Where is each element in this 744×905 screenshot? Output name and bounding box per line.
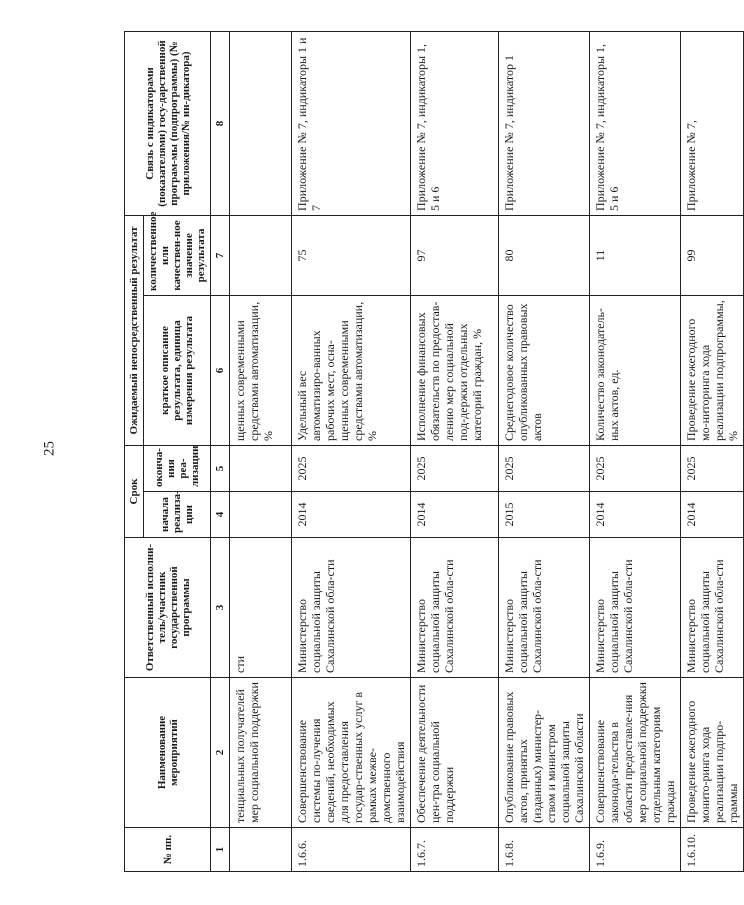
row-value: 11 [590, 216, 681, 296]
row-executor: сти [230, 538, 292, 678]
row-start: 2014 [292, 492, 411, 538]
header-row-1 [125, 32, 144, 872]
row-name: Опубликование правовых актов, принятых (изданных) министер-ством и министром социальной защиты Сахалинской области [499, 678, 590, 828]
row-name: Проведение ежегодного монито-ринга хода реализации подпро-граммы [681, 678, 744, 828]
header-desc: краткое описание результата, единица измерения результата [144, 296, 211, 446]
row-value: 75 [292, 216, 411, 296]
row-name: Совершенствование законода-тельства в области предоставле-ния мер социальной поддержки отдельным категориям граждан [590, 678, 681, 828]
row-start: 2014 [411, 492, 499, 538]
row-end: 2025 [292, 446, 411, 492]
col-number: 7 [211, 216, 230, 296]
header-value: количественное или качествен-ное значение результата [144, 216, 211, 296]
row-num: 1.6.8. [499, 828, 590, 872]
row-end [230, 446, 292, 492]
row-desc: щенных современными средствами автоматизации, % [230, 296, 292, 446]
row-name: Обеспечение деятельности цен-тра социальной поддержки [411, 678, 499, 828]
row-executor: Министерство социальной защиты Сахалинской обла-сти [292, 538, 411, 678]
row-desc: Количество законодатель-ных актов, ед. [590, 296, 681, 446]
header-term: Срок [125, 446, 144, 538]
row-link: Приложение № 7, [681, 32, 744, 216]
header-link: Связь с индикаторами (показателями) госу-дарственной програм-мы (подпрограммы) (№ приложения/№ ин-дикатора) [125, 32, 211, 216]
row-desc: Среднегодовое количество опубликованных правовых актов [499, 296, 590, 446]
row-start: 2015 [499, 492, 590, 538]
row-value: 80 [499, 216, 590, 296]
row-desc: Удельный вес автоматизиро-ванных рабочих мест, осна-щенных современными средствами автоматизации, % [292, 296, 411, 446]
row-desc: Проведение ежегодного мо-ниторинга хода реализации подпрограммы, % [681, 296, 744, 446]
row-end: 2025 [411, 446, 499, 492]
header-result: Ожидаемый непосредственный результат [125, 216, 144, 446]
row-start: 2014 [681, 492, 744, 538]
table-row [590, 32, 681, 872]
row-num: 1.6.10. [681, 828, 744, 872]
row-executor: Министерство социальной защиты Сахалинской обла-сти [681, 538, 744, 678]
row-end: 2025 [499, 446, 590, 492]
row-end: 2025 [590, 446, 681, 492]
row-num: 1.6.6. [292, 828, 411, 872]
row-start [230, 492, 292, 538]
table-row [292, 32, 411, 872]
row-desc: Исполнение финансовых обязательств по предостав-лению мер социальной под-держки отдельных категорий граждан, % [411, 296, 499, 446]
table-row [681, 32, 744, 872]
row-end: 2025 [681, 446, 744, 492]
row-executor: Министерство социальной защиты Сахалинской обла-сти [499, 538, 590, 678]
row-start: 2014 [590, 492, 681, 538]
table-row [230, 32, 292, 872]
header-start: начала реализа-ции [144, 492, 211, 538]
header-num: № пп. [125, 828, 211, 872]
col-number: 4 [211, 492, 230, 538]
row-num [230, 828, 292, 872]
header-executor: Ответственный исполни-тель/участник государственной программы [125, 538, 211, 678]
row-name: Совершенствование системы по-лучения сведений, необходимых для предоставления государ-ственных услуг в рамках межве-домственного взаимодействия [292, 678, 411, 828]
row-link [230, 32, 292, 216]
row-num: 1.6.9. [590, 828, 681, 872]
col-number: 1 [211, 828, 230, 872]
row-link: Приложение № 7, индикаторы 1, 5 и 6 [590, 32, 681, 216]
col-number: 8 [211, 32, 230, 216]
col-number: 6 [211, 296, 230, 446]
col-number: 3 [211, 538, 230, 678]
row-value: 97 [411, 216, 499, 296]
table-row [499, 32, 590, 872]
row-link: Приложение № 7, индикаторы 1, 5 и 6 [411, 32, 499, 216]
row-num: 1.6.7. [411, 828, 499, 872]
row-value: 99 [681, 216, 744, 296]
header-name: Наименование мероприятий [125, 678, 211, 828]
row-name: тенциальных получателей мер социальной поддержки [230, 678, 292, 828]
table-row [411, 32, 499, 872]
header-end: оконча-ния реа-лизации [144, 446, 211, 492]
row-value [230, 216, 292, 296]
col-number: 2 [211, 678, 230, 828]
rotated-table-container [124, 32, 740, 872]
row-link: Приложение № 7, индикатор 1 [499, 32, 590, 216]
row-executor: Министерство социальной защиты Сахалинской обла-сти [411, 538, 499, 678]
row-link: Приложение № 7, индикаторы 1 и 7 [292, 32, 411, 216]
column-numbers-row [211, 32, 230, 872]
col-number: 5 [211, 446, 230, 492]
measures-table [124, 31, 744, 872]
page-number: 25 [41, 441, 58, 456]
row-executor: Министерство социальной защиты Сахалинской обла-сти [590, 538, 681, 678]
